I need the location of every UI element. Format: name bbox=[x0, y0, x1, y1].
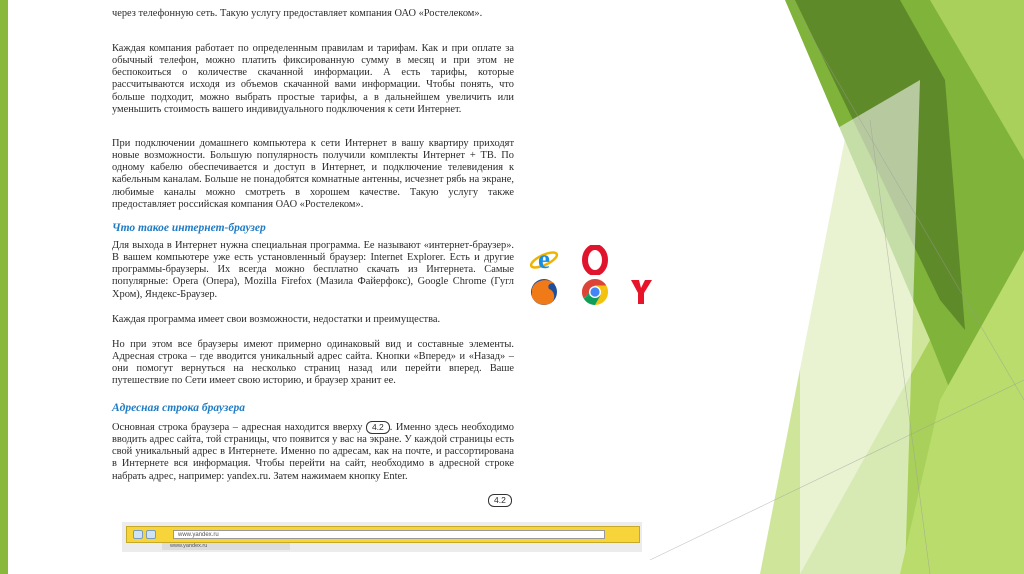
figure-reference-badge: 4.2 bbox=[366, 421, 390, 434]
svg-text:e: e bbox=[538, 245, 550, 274]
browser-logos bbox=[528, 243, 660, 307]
textbook-page bbox=[112, 0, 522, 574]
figure-label bbox=[488, 494, 512, 507]
paragraph: через телефонную сеть. Такую услугу предоставляет компания ОАО «Ростелеком». bbox=[112, 8, 483, 19]
firefox-icon bbox=[528, 277, 560, 307]
paragraph: Каждая программа имеет свои возможности, недостатки и преимущества. bbox=[112, 314, 441, 325]
address-bar-screenshot bbox=[122, 522, 642, 552]
browser-toolbar bbox=[126, 526, 640, 543]
white-wedge bbox=[800, 80, 920, 574]
paragraph: Но при этом все браузеры имеют примерно одинаковый вид и составные элементы. Адресная строка – где вводится уникальный адрес сайта. Кнопки «Вперед» и «Назад» – они помогут вернуться на несколько страниц назад или перейти вперед. Ваше путешествие по Сети имеет свою историю, и браузер хранит ее. bbox=[112, 339, 514, 387]
paragraph: Каждая компания работает по определенным правилам и тарифам. Как и при оплате за обычный телефон, можно платить фиксированную сумму в месяц и при этом не беспокоиться о количестве скачанной информации. А есть тарифы, которые рассчитываются исходя из объемов скачанной вами информации. Чтобы понять, что больше подходит, можно выбрать простые тарифы, а в дальнейшем увеличить или уменьшить стоимость вашего индивидуального подключения к сети Интернет. bbox=[112, 43, 514, 115]
forward-button-icon bbox=[146, 530, 156, 539]
paragraph-start: Основная строка браузера – адресная находится вверху bbox=[112, 421, 363, 433]
address-input: www.yandex.ru bbox=[173, 530, 605, 539]
back-button-icon bbox=[133, 530, 143, 539]
paragraph: При подключении домашнего компьютера к сети Интернет в вашу квартиру приходят новые возможности. Большую популярность получили комплекты Интернет + ТВ. По одному кабелю обеспечивается и доступ в Интернет, и подключение телевидения к кабельным каналам. Больше не понадобятся комнатные антенны, исчезнет рябь на экране, любимые каналы можно смотреть в хорошем качестве. Такую услугу также предоставляет российская компания ОАО «Ростелеком». bbox=[112, 138, 514, 210]
section-heading: Что такое интернет-браузер bbox=[112, 222, 266, 234]
section-heading: Адресная строка браузера bbox=[112, 402, 245, 414]
yandex-browser-icon bbox=[626, 277, 656, 307]
left-green-bar bbox=[0, 0, 8, 574]
figure-reference-badge: 4.2 bbox=[488, 494, 512, 507]
chrome-icon bbox=[580, 277, 610, 307]
paragraph-end: . Именно здесь необходимо вводить адрес сайта, той страницы, что появится у вас на экране. У каждой страницы есть свой уникальный адрес в Интернете. Именно по адресам, как на почте, и рассортирована в Интернете вся информация. Чтобы перейти на сайт, необходимо в адресной строке набрать адрес, например: yandex.ru. Затем нажимаем кнопку Enter. bbox=[112, 421, 514, 482]
browser-tab: www.yandex.ru bbox=[162, 543, 290, 550]
paragraph: Для выхода в Интернет нужна специальная программа. Ее называют «интернет-браузер». В вашем компьютере уже есть установленный браузер: Internet Explorer. Есть и другие программы-браузеры. Их всегда можно бесплатно скачать из Интернета. Самые популярные: Opera (Опера), Mozilla Firefox (Мазила Файерфокс), Google Chrome (Гугл Хром), Яндекс-Браузер. bbox=[112, 240, 514, 300]
internet-explorer-icon bbox=[528, 245, 560, 275]
paragraph bbox=[112, 421, 514, 483]
opera-icon bbox=[580, 245, 610, 275]
